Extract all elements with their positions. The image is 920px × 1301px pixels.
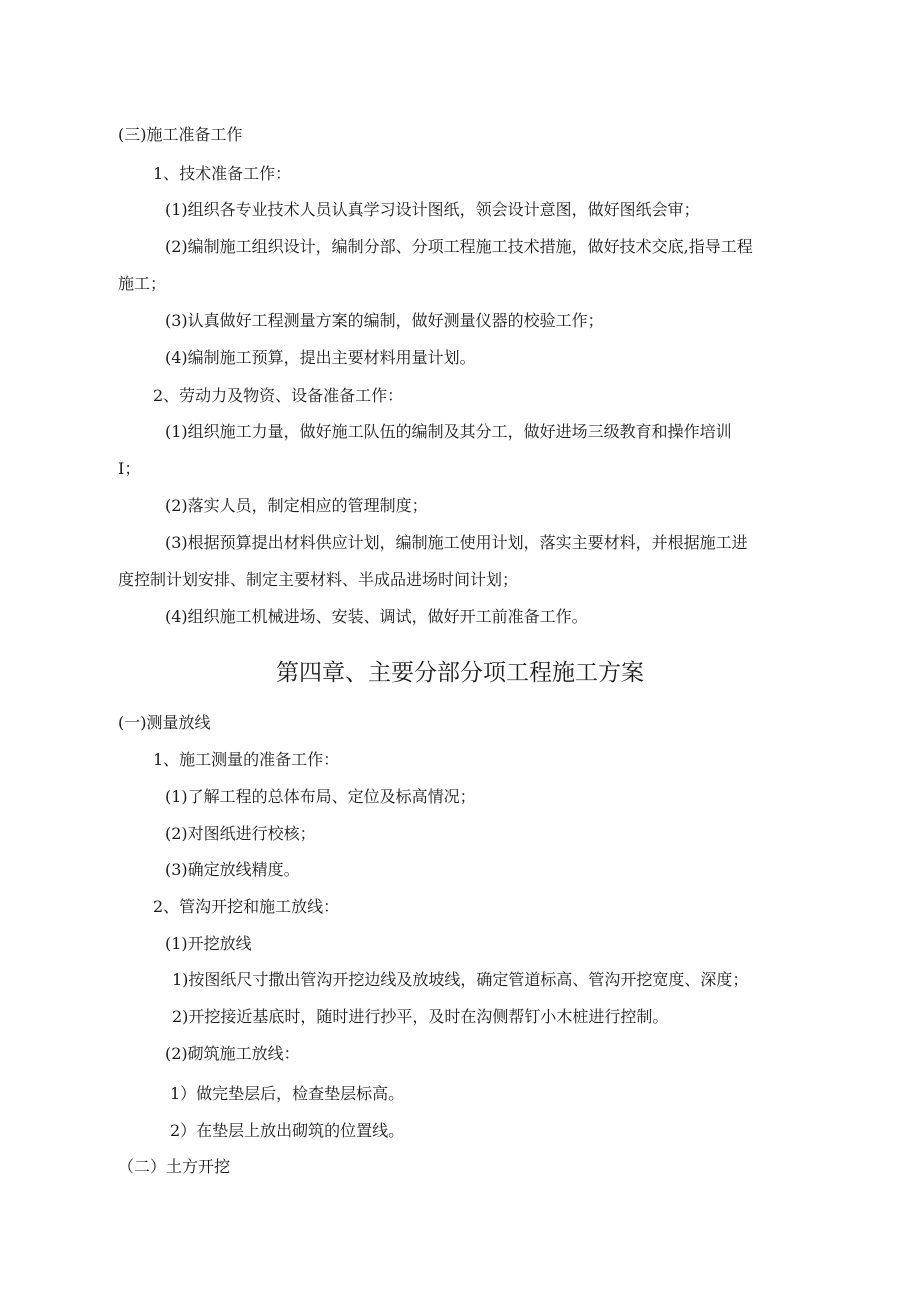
list-item: (3)根据预算提出材料供应计划，编制施工使用计划，落实主要材料，并根据施工进 (165, 533, 748, 552)
subsection-heading: 1、技术准备工作： (153, 164, 292, 183)
list-item: (2)落实人员，制定相应的管理制度； (165, 496, 428, 515)
list-item: (4)编制施工预算，提出主要材料用量计划。 (165, 348, 476, 367)
section-heading: (三)施工准备工作 (118, 125, 243, 144)
section-heading: （二）土方开挖 (118, 1157, 231, 1176)
sub-list-item: 1）做完垫层后，检查垫层标高。 (170, 1084, 405, 1103)
list-item: (4)组织施工机械进场、安装、调试，做好开工前准备工作。 (165, 607, 588, 626)
list-item: (2)编制施工组织设计，编制分部、分项工程施工技术措施，做好技术交底,指导工程 (165, 237, 753, 256)
section-heading: (一)测量放线 (118, 713, 211, 732)
list-item: (3)确定放线精度。 (165, 860, 300, 879)
list-item: (3)认真做好工程测量方案的编制，做好测量仪器的校验工作； (165, 311, 604, 330)
sub-list-item: 1)按图纸尺寸撒出管沟开挖边线及放坡线，确定管道标高、管沟开挖宽度、深度； (172, 970, 749, 989)
list-item-continuation: 施工； (118, 274, 167, 293)
list-item: (1)了解工程的总体布局、定位及标高情况； (165, 787, 476, 806)
sub-list-item: 2）在垫层上放出砌筑的位置线。 (170, 1121, 405, 1140)
list-item: (1)组织各专业技术人员认真学习设计图纸，领会设计意图，做好图纸会审； (165, 200, 700, 219)
list-item: (2)砌筑施工放线： (165, 1044, 300, 1063)
list-item-continuation: 度控制计划安排、制定主要材料、半成品进场时间计划； (118, 570, 519, 589)
list-item: (2)对图纸进行校核； (165, 824, 316, 843)
list-item-continuation: I； (118, 459, 141, 478)
sub-list-item: 2)开挖接近基底时，随时进行抄平，及时在沟侧帮钉小木桩进行控制。 (172, 1007, 669, 1026)
chapter-title: 第四章、主要分部分项工程施工方案 (276, 660, 644, 686)
list-item: (1)组织施工力量，做好施工队伍的编制及其分工，做好进场三级教育和操作培训 (165, 422, 732, 441)
list-item: (1)开挖放线 (165, 934, 252, 953)
subsection-heading: 1、施工测量的准备工作： (153, 750, 340, 769)
subsection-heading: 2、劳动力及物资、设备准备工作： (153, 386, 404, 405)
subsection-heading: 2、管沟开挖和施工放线： (153, 897, 340, 916)
